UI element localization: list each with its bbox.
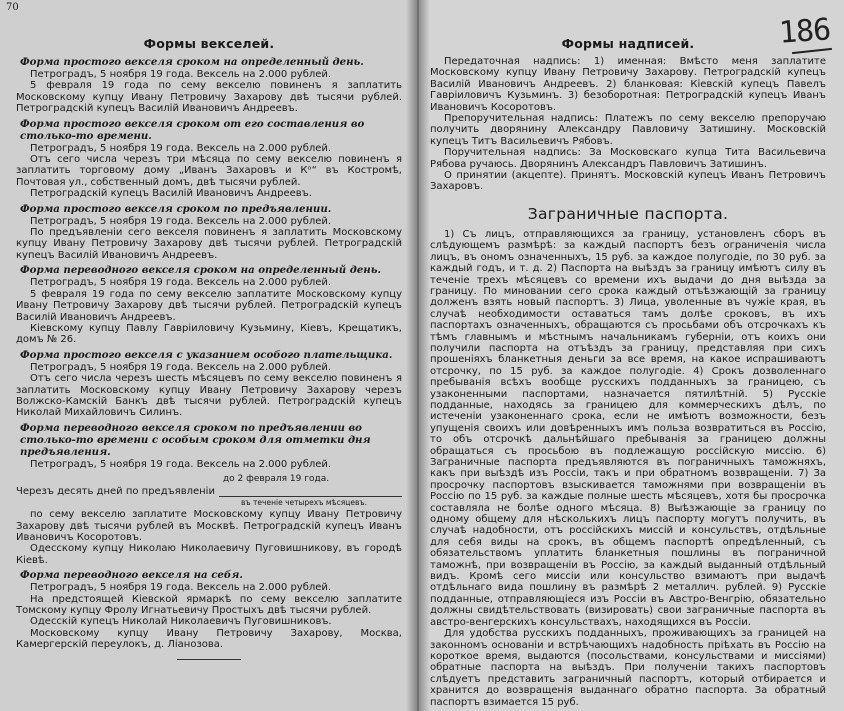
presentment-deadline: до 2 февраля 19 года. (222, 474, 330, 485)
paragraph: Отъ сего числа черезъ три мѣсяца по сему векселю повиненъ я заплатить торговому дому „Иванъ Захаровъ и Кᵒ“ въ Костромѣ, Почтовая ул., собственный домъ, двѣ тысячи рублей. (16, 154, 402, 188)
book-gutter (406, 0, 430, 711)
paragraph: по сему векселю заплатите Московскому купцу Ивану Петровичу Захарову двѣ тысячи рублей въ Москвѣ. Петроградскій купецъ Иванъ Ивановичъ Косоротовъ. (16, 509, 402, 543)
paragraph: Препоручительная надпись: Платежъ по сему векселю препоручаю получить дворянину Александру Павловичу Затишину. Московскій купецъ Титъ Васильевичъ Рябовъ. (430, 113, 826, 147)
right-page (416, 0, 844, 711)
paragraph: На предстоящей Кіевской ярмаркѣ по сему векселю заплатите Томскому купцу Фролу Игнатьевичу Простыхъ двѣ тысячи рублей. (16, 593, 402, 616)
paragraph: Поручительная надпись: За Московскаго купца Тита Васильевича Рябова ручаюсь. Дворянинъ Александръ Павловичъ Затишинъ. (430, 147, 826, 170)
form-heading: Форма простого векселя с указанием особого плательщика. (20, 348, 393, 361)
page-title: Формы векселей. (143, 36, 275, 51)
page-title: Формы надписей. (561, 36, 695, 51)
paragraph: Петроградъ, 5 ноября 19 года. Вексель на 2.000 рублей. (30, 361, 332, 373)
section-content (430, 229, 826, 708)
page-number: 70 (6, 2, 19, 13)
paragraph: Петроградъ, 5 ноября 19 года. Вексель на 2.000 рублей. (30, 458, 332, 470)
paragraph: 5 февраля 19 года по сему векселю повиненъ я заплатить Московскому купцу Ивану Петровичу Захарову двѣ тысячи рублей. Петроградскій купецъ Василій Ивановичъ Андреевъ. (16, 80, 402, 115)
section-title: Заграничные паспорта. (527, 204, 729, 223)
paragraph: Для удобства русскихъ подданныхъ, проживающихъ за границей на законномъ основаніи и встрѣчающихъ надобность пріѣхать въ Россію на короткое время, выдаются (посольствами, консульствами и миссіями) обратные паспорта на выѣздъ. При полученіи такихъ паспортовъ слѣдуетъ представить заграничный паспортъ, который отбирается и хранится до возвращенія выданнаго обратно паспорта. За обратный паспортъ взимается 15 руб. (430, 628, 826, 708)
paragraph: Отъ сего числа черезъ шесть мѣсяцевъ по сему векселю повиненъ я заплатить Московскому купцу Ивану Петровичу Захарову черезъ Волжско-Камскій Банкъ двѣ тысячи рублей. Петроградскій купецъ Николай Михайловичъ Силинъ. (16, 373, 402, 419)
paragraph: Одесскій купецъ Николай Николаевичъ Пуговишниковъ. (30, 616, 332, 628)
right-content (430, 56, 826, 193)
form-heading: Форма простого векселя сроком от его составления во столько-то времени. (20, 117, 365, 142)
end-rule (177, 659, 241, 660)
paragraph: Петроградъ, 5 ноября 19 года. Вексель на 2.000 рублей. (30, 277, 332, 289)
presentment-line (16, 474, 402, 508)
paragraph: 1) Съ лицъ, отправляющихся за границу, установленъ сборъ въ слѣдующемъ размѣрѣ: за каждый паспортъ безъ ограниченія числа лицъ, въ ономъ означенныхъ, 15 руб. за каждое полугодіе, по 30 руб. за каждый годъ, и т. д. 2) Паспорта на выѣздъ за границу имѣютъ силу въ теченіе трехъ мѣсяцевъ со времени ихъ выдачи до дня выѣзда за границу. По миновании сего срока каждый отъѣзжающій за границу долженъ взять новый паспортъ. 3) Лица, уволенные въ чужіе края, въ случаѣ необходимости оставаться тамъ долѣе сроковъ, въ ихъ паспортахъ означенныхъ, обращаются съ просьбами объ отсрочкахъ къ тѣмъ главнымъ и мѣстнымъ начальникамъ губерніи, отъ коихъ они получили паспорта на отъѣздъ за границу, представляя при сихъ прошеніяхъ бланкетныя деньги за все время, на какое испрашиваютъ отсрочку, по 15 руб. за каждое полугодіе. 4) Срокъ дозволеннаго пребыванія всѣхъ вообще русскихъ подданныхъ за границею, съ узаконенными паспортами, назначается пятилѣтній. 5) Русскіе подданные, находясь за границею для коммерческихъ дѣлъ, по истеченіи узаконеннаго срока, если не имѣютъ возможности, безъ упущенія своихъ или довѣренныхъ имъ польза возвратиться въ Россію, то объ отсрочкѣ дальнѣйшаго пребыванія за границею должны обращаться съ просьбою въ подлежащую россійскую миссію. 6) Заграничные паспорта предъявляются въ пограничныхъ таможняхъ, какъ при выѣздѣ изъ Россіи, такъ и при обратномъ возвращеніи. 7) За просрочку паспортовъ взыскивается таможнями при возвращеніи въ Россію по 15 руб. за каждые полные шесть мѣсяцевъ, хотя бы просрочка составляла не болѣе одного мѣсяца. 8) Выѣзжающіе за границу по одному общему для нѣсколькихъ лицъ паспорту могутъ получить, въ случаѣ надобности, отъ россійскихъ миссій и консульствъ, отдѣльные для себя виды на срокъ, въ общемъ паспортѣ опредѣленный, съ обязательствомъ уплатить бланкетныя пошлины въ пограничной таможнѣ, при возвращеніи въ Россію, за каждый выданный отдѣльный видъ. Кромѣ сего миссіи или консульство взимаютъ при выдачѣ отдѣльнаго вида пошлину въ размѣрѣ 2 металлич. рублей. 9) Русскіе подданные, отправляющіеся изъ Россіи въ Австро-Венгрію, обязательно должны свидѣтельствовать (визировать) свои заграничные паспорта въ австро-венгерскихъ консульствахъ, находящихся въ Россіи. (430, 228, 826, 628)
paragraph: По предъявленіи сего векселя повиненъ я заплатить Московскому купцу Ивану Петровичу Захарову двѣ тысячи рублей. Петроградскій купецъ Василій Ивановичъ Андреевъ. (16, 227, 402, 261)
paragraph: Петроградъ, 5 ноября 19 года. Вексель на 2.000 рублей. (30, 69, 332, 80)
paragraph: Одесскому купцу Николаю Николаевичу Пуговишникову, въ городѣ Кіевѣ. (16, 543, 402, 566)
paragraph: 5 февраля 19 года по сему векселю заплатите Московскому купцу Ивану Петровичу Захарову двѣ тысячи рублей. Петроградскій купецъ Василій Ивановичъ Андреевъ. (16, 288, 402, 323)
form-heading: Форма простого векселя сроком по предъявлении. (20, 202, 332, 215)
presentment-field (219, 474, 402, 508)
paragraph: Передаточная надпись: 1) именная: Вмѣсто меня заплатите Московскому купцу Ивану Петровичу Захарову. Петроградскій купецъ Василій Ивановичъ Андреевъ. 2) бланковая: Кіевскій купецъ Павелъ Гавріиловичъ Кузьминъ. 3) безоборотная: Петроградскій купецъ Иванъ Ивановичъ Косоротовъ. (430, 56, 826, 113)
form-heading: Форма простого векселя сроком на определенный день. (20, 56, 364, 68)
paragraph: О принятии (акцепте). Принятъ. Московскій купецъ Иванъ Петровичъ Захаровъ. (430, 170, 826, 193)
form-heading: Форма переводного векселя на себя. (20, 569, 243, 582)
paragraph: Петроградъ, 5 ноября 19 года. Вексель на 2.000 рублей. (30, 582, 332, 594)
handwritten-page-number: 186 (777, 12, 832, 51)
paragraph: Кіевскому купцу Павлу Гавріиловичу Кузьмину, Кіевъ, Крещатикъ, домъ № 26. (16, 322, 402, 346)
paragraph: Московскому купцу Ивану Петровичу Захарову, Москва, Камергерскій переулокъ, д. Ліанозова. (16, 627, 402, 651)
form-heading: Форма переводного векселя сроком по предъявлении во столько-то времени с особым сроком для отметки дня предъявления. (20, 421, 371, 458)
left-content (16, 56, 402, 651)
paragraph: Петроградъ, 5 ноября 19 года. Вексель на 2.000 рублей. (30, 215, 332, 227)
paragraph: Петроградъ, 5 ноября 19 года. Вексель на 2.000 рублей. (30, 142, 332, 154)
presentment-text: Черезъ десять дней по предъявленіи (16, 486, 215, 498)
presentment-note: въ теченіе четырехъ мѣсяцевъ. (240, 498, 368, 508)
paragraph: Петроградскій купецъ Василій Ивановичъ Андреевъ. (30, 188, 312, 200)
left-page (0, 0, 416, 711)
form-heading: Форма переводного векселя сроком на определенный день. (20, 264, 381, 277)
